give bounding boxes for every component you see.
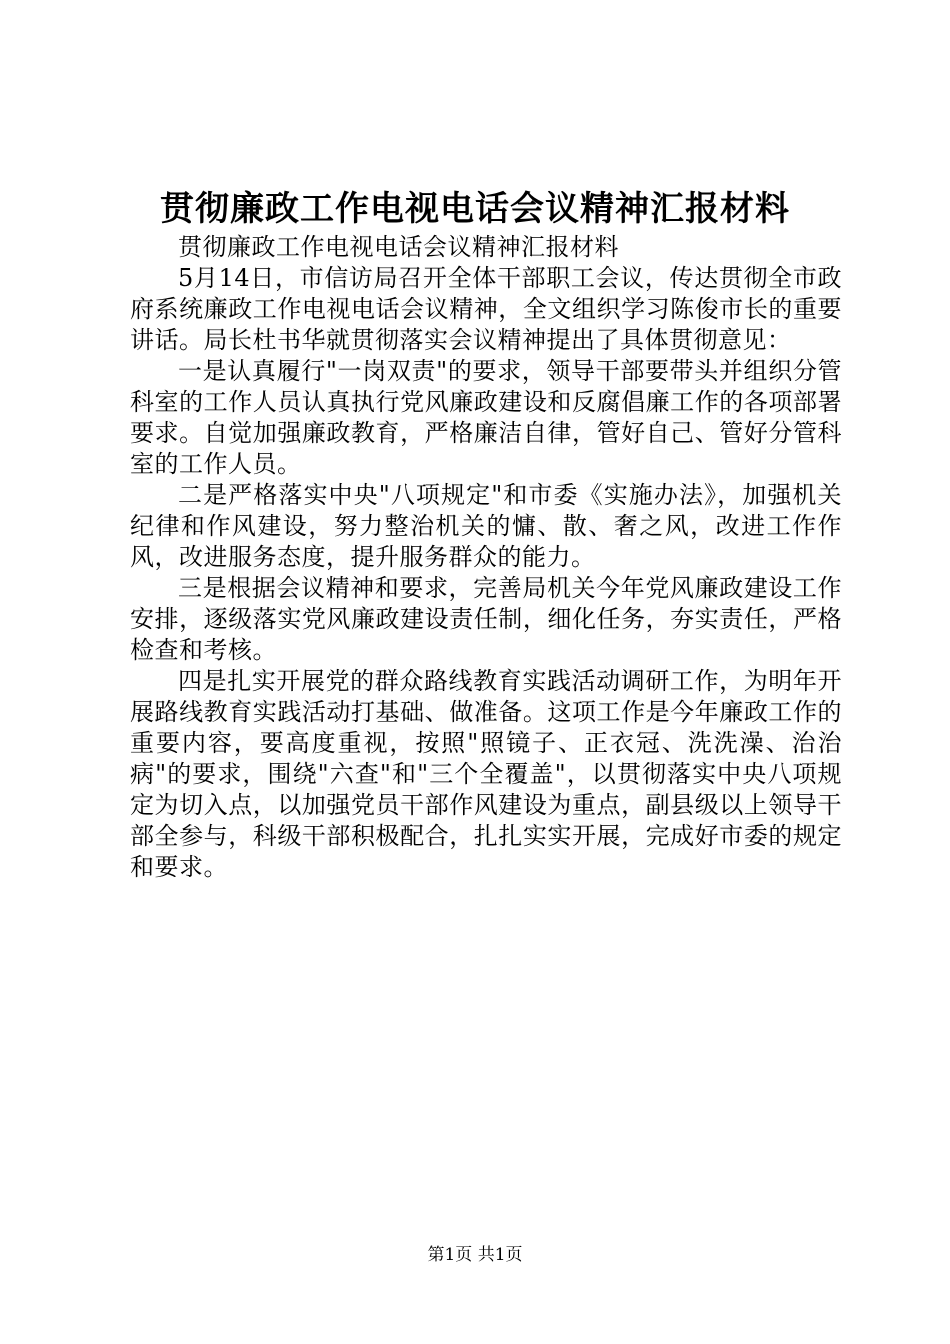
document-subtitle: 贯彻廉政工作电视电话会议精神汇报材料 xyxy=(178,233,619,261)
document-title: 贯彻廉政工作电视电话会议精神汇报材料 xyxy=(160,189,790,229)
paragraph-intro: 5月14日，市信访局召开全体干部职工会议，传达贯彻全市政府系统廉政工作电视电话会议精神，全文组织学习陈俊市长的重要讲话。局长杜书华就贯彻落实会议精神提出了具体贯彻意见： xyxy=(130,264,842,354)
page-number-footer: 第1页 共1页 xyxy=(427,1245,523,1265)
paragraph-point-one: 一是认真履行"一岗双责"的要求，领导干部要带头并组织分管科室的工作人员认真执行党风廉政建设和反腐倡廉工作的各项部署要求。自觉加强廉政教育，严格廉洁自律，管好自己、管好分管科室的工作人员。 xyxy=(130,357,842,478)
document-body xyxy=(130,232,842,883)
paragraph-point-two: 二是严格落实中央"八项规定"和市委《实施办法》，加强机关纪律和作风建设，努力整治机关的慵、散、奢之风，改进工作作风，改进服务态度，提升服务群众的能力。 xyxy=(130,481,842,571)
paragraph-point-four: 四是扎实开展党的群众路线教育实践活动调研工作，为明年开展路线教育实践活动打基础、做准备。这项工作是今年廉政工作的重要内容，要高度重视，按照"照镜子、正衣冠、洗洗澡、治治病"的要求，围绕"六查"和"三个全覆盖"，以贯彻落实中央八项规定为切入点，以加强党员干部作风建设为重点，副县级以上领导干部全参与，科级干部积极配合，扎扎实实开展，完成好市委的规定和要求。 xyxy=(130,667,842,881)
paragraph-point-three: 三是根据会议精神和要求，完善局机关今年党风廉政建设工作安排，逐级落实党风廉政建设责任制，细化任务，夯实责任，严格检查和考核。 xyxy=(130,574,842,664)
